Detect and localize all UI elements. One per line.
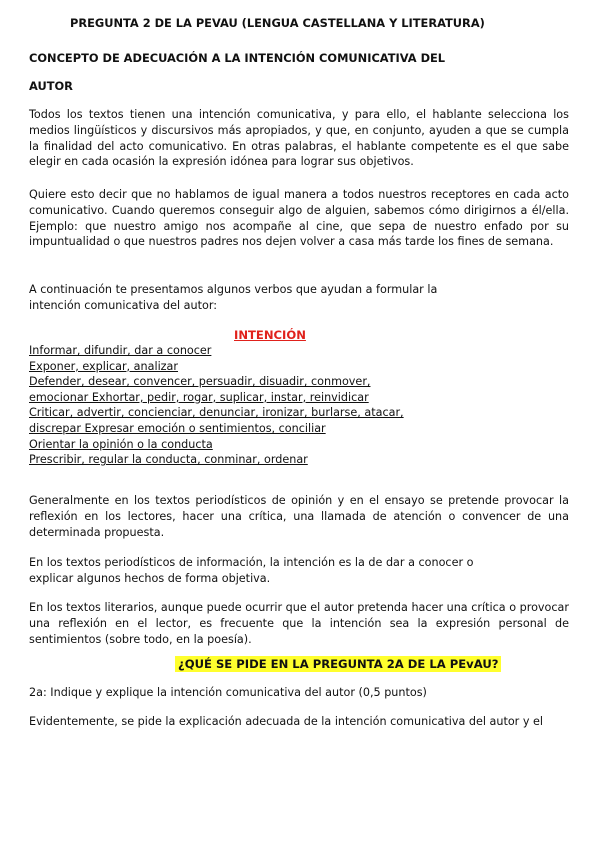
question-heading: ¿QUÉ SE PIDE EN LA PREGUNTA 2A DE LA PEvAU?: [175, 656, 501, 672]
closing-line: Evidentemente, se pide la explicación adecuada de la intención comunicativa del autor y el: [29, 715, 544, 728]
paragraph-example: Quiere esto decir que no hablamos de igual manera a todos nuestros receptores en cada acto comunicativo. Cuando queremos conseguir algo de alguien, sabemos cómo dirigirnos a él/ella. Ejemplo: que nuestro amigo nos acompañe al cine, que sepa de nuestro enfado por su impuntualidad o que nuestros padres nos dejen volver a casa más tarde los fines de semana.: [29, 188, 569, 249]
verb-line: emocionar Exhortar, pedir, rogar, suplicar, instar, reinvidicar: [29, 390, 369, 404]
verb-line: Defender, desear, convencer, persuadir, disuadir, conmover,: [29, 375, 371, 389]
verb-line: Prescribir, regular la conducta, conminar, ordenar: [29, 453, 308, 467]
section-heading-line2: AUTOR: [29, 79, 73, 93]
paragraph-opinion-texts: Generalmente en los textos periodísticos de opinión y en el ensayo se pretende provocar la reflexión en los lectores, hacer una crítica, una llamada de atención o convencer de una determinada propuesta.: [29, 494, 569, 539]
verb-line: Criticar, advertir, concienciar, denunciar, ironizar, burlarse, atacar,: [29, 406, 404, 420]
paragraph-literary-texts: En los textos literarios, aunque puede ocurrir que el autor pretenda hacer una crítica o provocar una reflexión en el lector, es frecuente que la intención sea la expresión personal de sentimientos (sobre todo, en la poesía).: [29, 601, 569, 646]
verb-list: [29, 343, 569, 468]
intencion-label: INTENCIÓN: [234, 328, 306, 342]
paragraph-verbs-intro: A continuación te presentamos algunos verbos que ayudan a formular la intención comunicativa del autor:: [29, 283, 438, 312]
verb-line: discrepar Expresar emoción o sentimientos, conciliar: [29, 421, 326, 435]
verb-line: Exponer, explicar, analizar: [29, 359, 179, 373]
verb-line: Orientar la opinión o la conducta: [29, 437, 213, 451]
verb-line: Informar, difundir, dar a conocer: [29, 344, 212, 357]
paragraph-intro: Todos los textos tienen una intención comunicativa, y para ello, el hablante selecciona los medios lingüísticos y discursivos más apropiados, y que, en conjunto, ayuden a que se cumpla la finalidad del acto comunicativo. En otras palabras, el hablante competente es el que sabe elegir en cada ocasión la expresión idónea para lograr sus objetivos.: [29, 108, 569, 169]
section-heading-line1: CONCEPTO DE ADECUACIÓN A LA INTENCIÓN COMUNICATIVA DEL: [29, 51, 446, 65]
paragraph-information-texts: En los textos periodísticos de información, la intención es la de dar a conocer o explicar algunos hechos de forma objetiva.: [29, 556, 474, 585]
question-line: 2a: Indique y explique la intención comunicativa del autor (0,5 puntos): [29, 686, 427, 699]
page-title: PREGUNTA 2 DE LA PEVAU (LENGUA CASTELLANA Y LITERATURA): [70, 16, 485, 30]
